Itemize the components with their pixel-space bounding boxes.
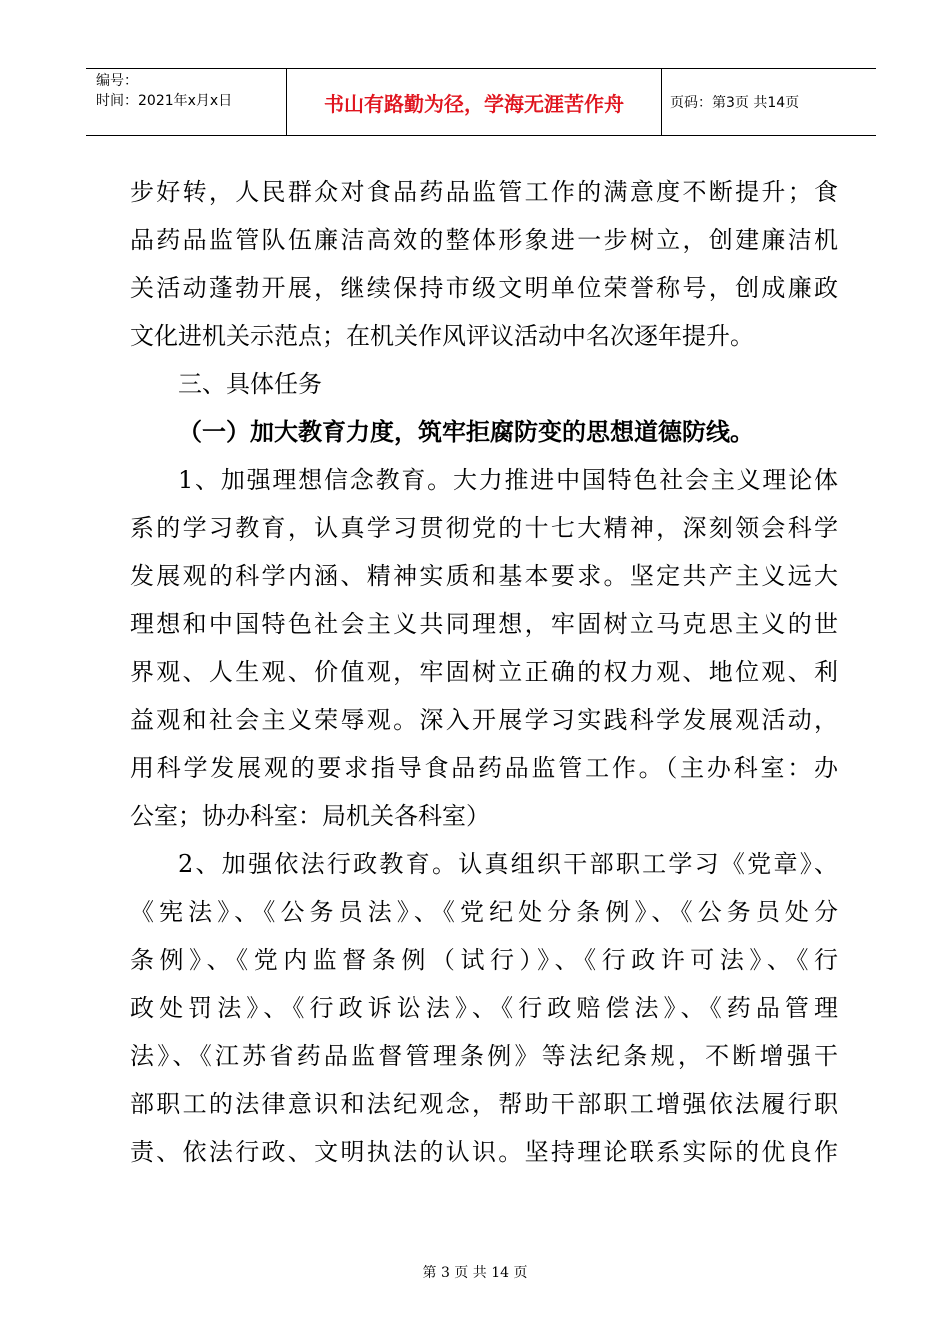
header-motto: 书山有路勤为径，学海无涯苦作舟 [287,69,662,135]
body-line: 公室；协办科室：局机关各科室） [130,802,490,830]
body-line: 用科学发展观的要求指导食品药品监管工作。（主办科室：办 [130,754,838,782]
document-time: 时间：2021年x月x日 [96,93,233,109]
body-line: 责、依法行政、文明执法的认识。坚持理论联系实际的优良作 [130,1138,838,1166]
body-line: 部职工的法律意识和法纪观念，帮助干部职工增强依法履行职 [130,1090,838,1118]
body-line: 益观和社会主义荣辱观。深入开展学习实践科学发展观活动， [130,706,838,734]
document-body [130,168,838,1176]
section-heading: 三、具体任务 [178,370,322,398]
body-line: 《宪法》、《公务员法》、《党纪处分条例》、《公务员处分 [130,898,838,926]
header-meta [86,69,287,135]
body-line: 政处罚法》、《行政诉讼法》、《行政赔偿法》、《药品管理 [130,994,838,1022]
page-header [86,68,876,136]
header-page-info: 页码：第3页 共14页 [670,95,800,111]
body-line: 发展观的科学内涵、精神实质和基本要求。坚定共产主义远大 [130,562,838,590]
body-line: 界观、人生观、价值观，牢固树立正确的权力观、地位观、利 [130,658,838,686]
subsection-heading: （一）加大教育力度，筑牢拒腐防变的思想道德防线。 [178,417,754,446]
document-number-label: 编号： [96,73,138,89]
body-line: 文化进机关示范点；在机关作风评议活动中名次逐年提升。 [130,322,754,350]
body-line: 关活动蓬勃开展，继续保持市级文明单位荣誉称号，创成廉政 [130,274,838,302]
body-line: 条例》、《党内监督条例（试行）》、《行政许可法》、《行 [130,946,838,974]
body-line: 法》、《江苏省药品监督管理条例》等法纪条规，不断增强干 [130,1042,838,1070]
body-line: 2、加强依法行政教育。认真组织干部职工学习《党章》、 [178,850,838,878]
body-line: 品药品监管队伍廉洁高效的整体形象进一步树立，创建廉洁机 [130,226,838,254]
body-line: 理想和中国特色社会主义共同理想，牢固树立马克思主义的世 [130,610,838,638]
page-footer: 第 3 页 共 14 页 [422,1265,528,1281]
body-line: 系的学习教育，认真学习贯彻党的十七大精神，深刻领会科学 [130,514,838,542]
body-line: 步好转，人民群众对食品药品监管工作的满意度不断提升；食 [130,178,838,206]
body-line: 1、加强理想信念教育。大力推进中国特色社会主义理论体 [178,466,838,494]
